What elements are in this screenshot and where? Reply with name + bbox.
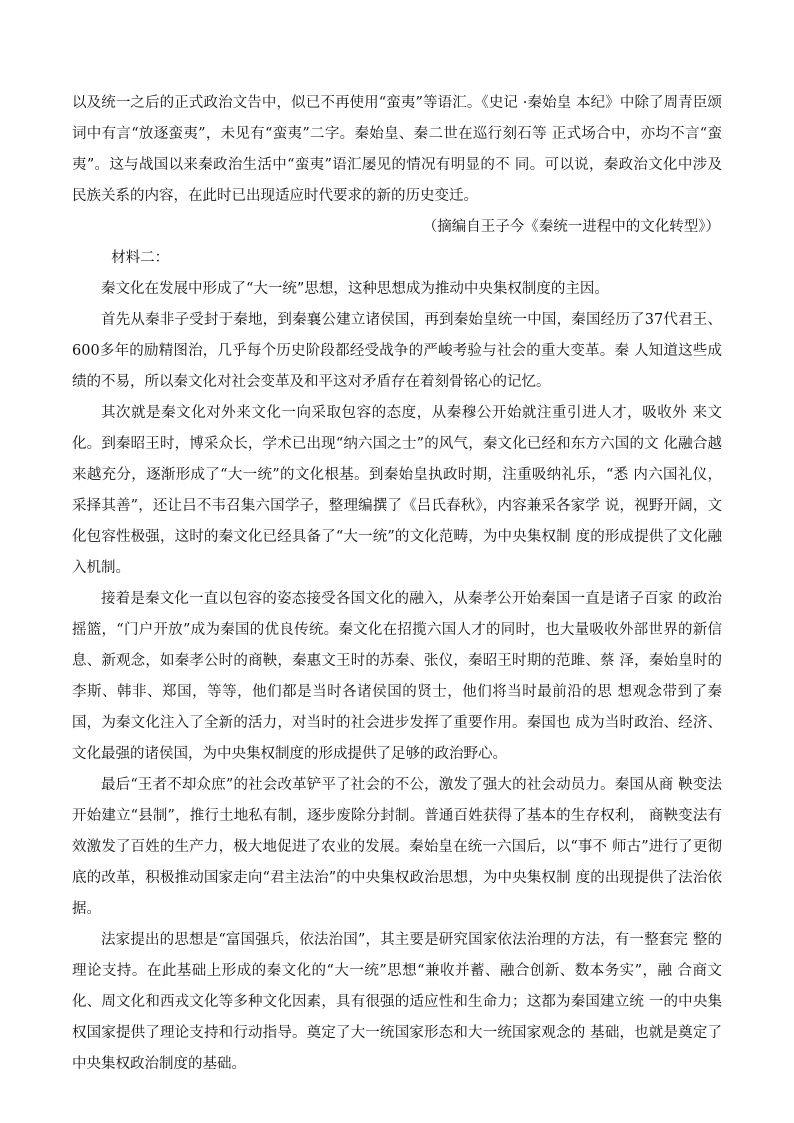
paragraph-2: 秦文化在发展中形成了“大一统”思想，这种思想成为推动中央集权制度的主因。: [101, 281, 609, 297]
document-page: [72, 88, 722, 1080]
paragraph-1: 以及统一之后的正式政治文告中，似已不再使用“蛮夷”等语汇。《史记 ·秦始皇 本纪》中除了周青臣颂词中有言“放逐蛮夷”，未见有“蛮夷”二字。秦始皇、秦二世在巡行刻石等 正式场合中，亦均不言“蛮夷”。这与战国以来秦政治生活中“蛮夷”语汇屡见的情况有明显的不 同。可以说，秦政治文化中涉及民族关系的内容，在此时已出现适应时代要求的新的历史变迁。: [72, 95, 722, 204]
paragraph-4: 其次就是秦文化对外来文化一向采取包容的态度，从秦穆公开始就注重引进人才，吸收外 来文化。到秦昭王时，博采众长，学术已出现“纳六国之士”的风气，秦文化已经和东方六国的文 化融合越来越充分，逐渐形成了“大一统”的文化根基。到秦始皇执政时期，注重吸纳礼乐，“悉 内六国礼仪，采择其善”，还让吕不韦召集六国学子，整理编撰了《吕氏春秋》，内容兼采各家学 说，视野开阔，文化包容性极强，这时的秦文化已经具备了“大一统”的文化范畴，为中央集权制 度的形成提供了文化融入机制。: [72, 405, 722, 576]
source-citation: （摘编自王子今《秦统一进程中的文化转型》）: [422, 219, 720, 235]
paragraph-5: 接着是秦文化一直以包容的姿态接受各国文化的融入，从秦孝公开始秦国一直是诸子百家 的政治摇篮，“门户开放”成为秦国的优良传统。秦文化在招揽六国人才的同时，也大量吸收外部世界的新信息、新观念，如秦孝公时的商鞅，秦惠文王时的苏秦、张仪，秦昭王时期的范雎、蔡 泽，秦始皇时的李斯、韩非、郑国，等等，他们都是当时各诸侯国的贤士，他们将当时最前沿的思 想观念带到了秦国，为秦文化注入了全新的活力，对当时的社会进步发挥了重要作用。秦国也 成为当时政治、经济、文化最强的诸侯国，为中央集权制度的形成提供了足够的政治野心。: [72, 591, 722, 762]
paragraph-7: 法家提出的思想是“富国强兵，依法治国”，其主要是研究国家依法治理的方法，有一整套完 整的理论支持。在此基础上形成的秦文化的“大一统”思想“兼收并蓄、融合创新、数本务实”，融 合商文化、周文化和西戎文化等多种文化因素，具有很强的适应性和生命力；这都为秦国建立统 一的中央集权国家提供了理论支持和行动指导。奠定了大一统国家形态和大一统国家观念的 基础，也就是奠定了中央集权政治制度的基础。: [72, 932, 722, 1072]
material-heading: 材料二：: [111, 250, 170, 266]
paragraph-6: 最后“王者不却众庶”的社会改革铲平了社会的不公，激发了强大的社会动员力。秦国从商 鞅变法开始建立“县制”，推行土地私有制，逐步废除分封制。普通百姓获得了基本的生存权利， 商鞅变法有效激发了百姓的生产力，极大地促进了农业的发展。秦始皇在统一六国后，以“事不 师古”进行了更彻底的改革，积极推动国家走向“君主法治”的中央集权政治思想，为中央集权制 度的出现提供了法治依据。: [72, 777, 722, 917]
paragraph-3: 首先从秦非子受封于秦地，到秦襄公建立诸侯国，再到秦始皇统一中国，秦国经历了37代君王、600多年的励精图治，几乎每个历史阶段都经受战争的严峻考验与社会的重大变革。秦 人知道这些成绩的不易，所以秦文化对社会变革及和平这对矛盾存在着刻骨铭心的记忆。: [72, 312, 722, 390]
